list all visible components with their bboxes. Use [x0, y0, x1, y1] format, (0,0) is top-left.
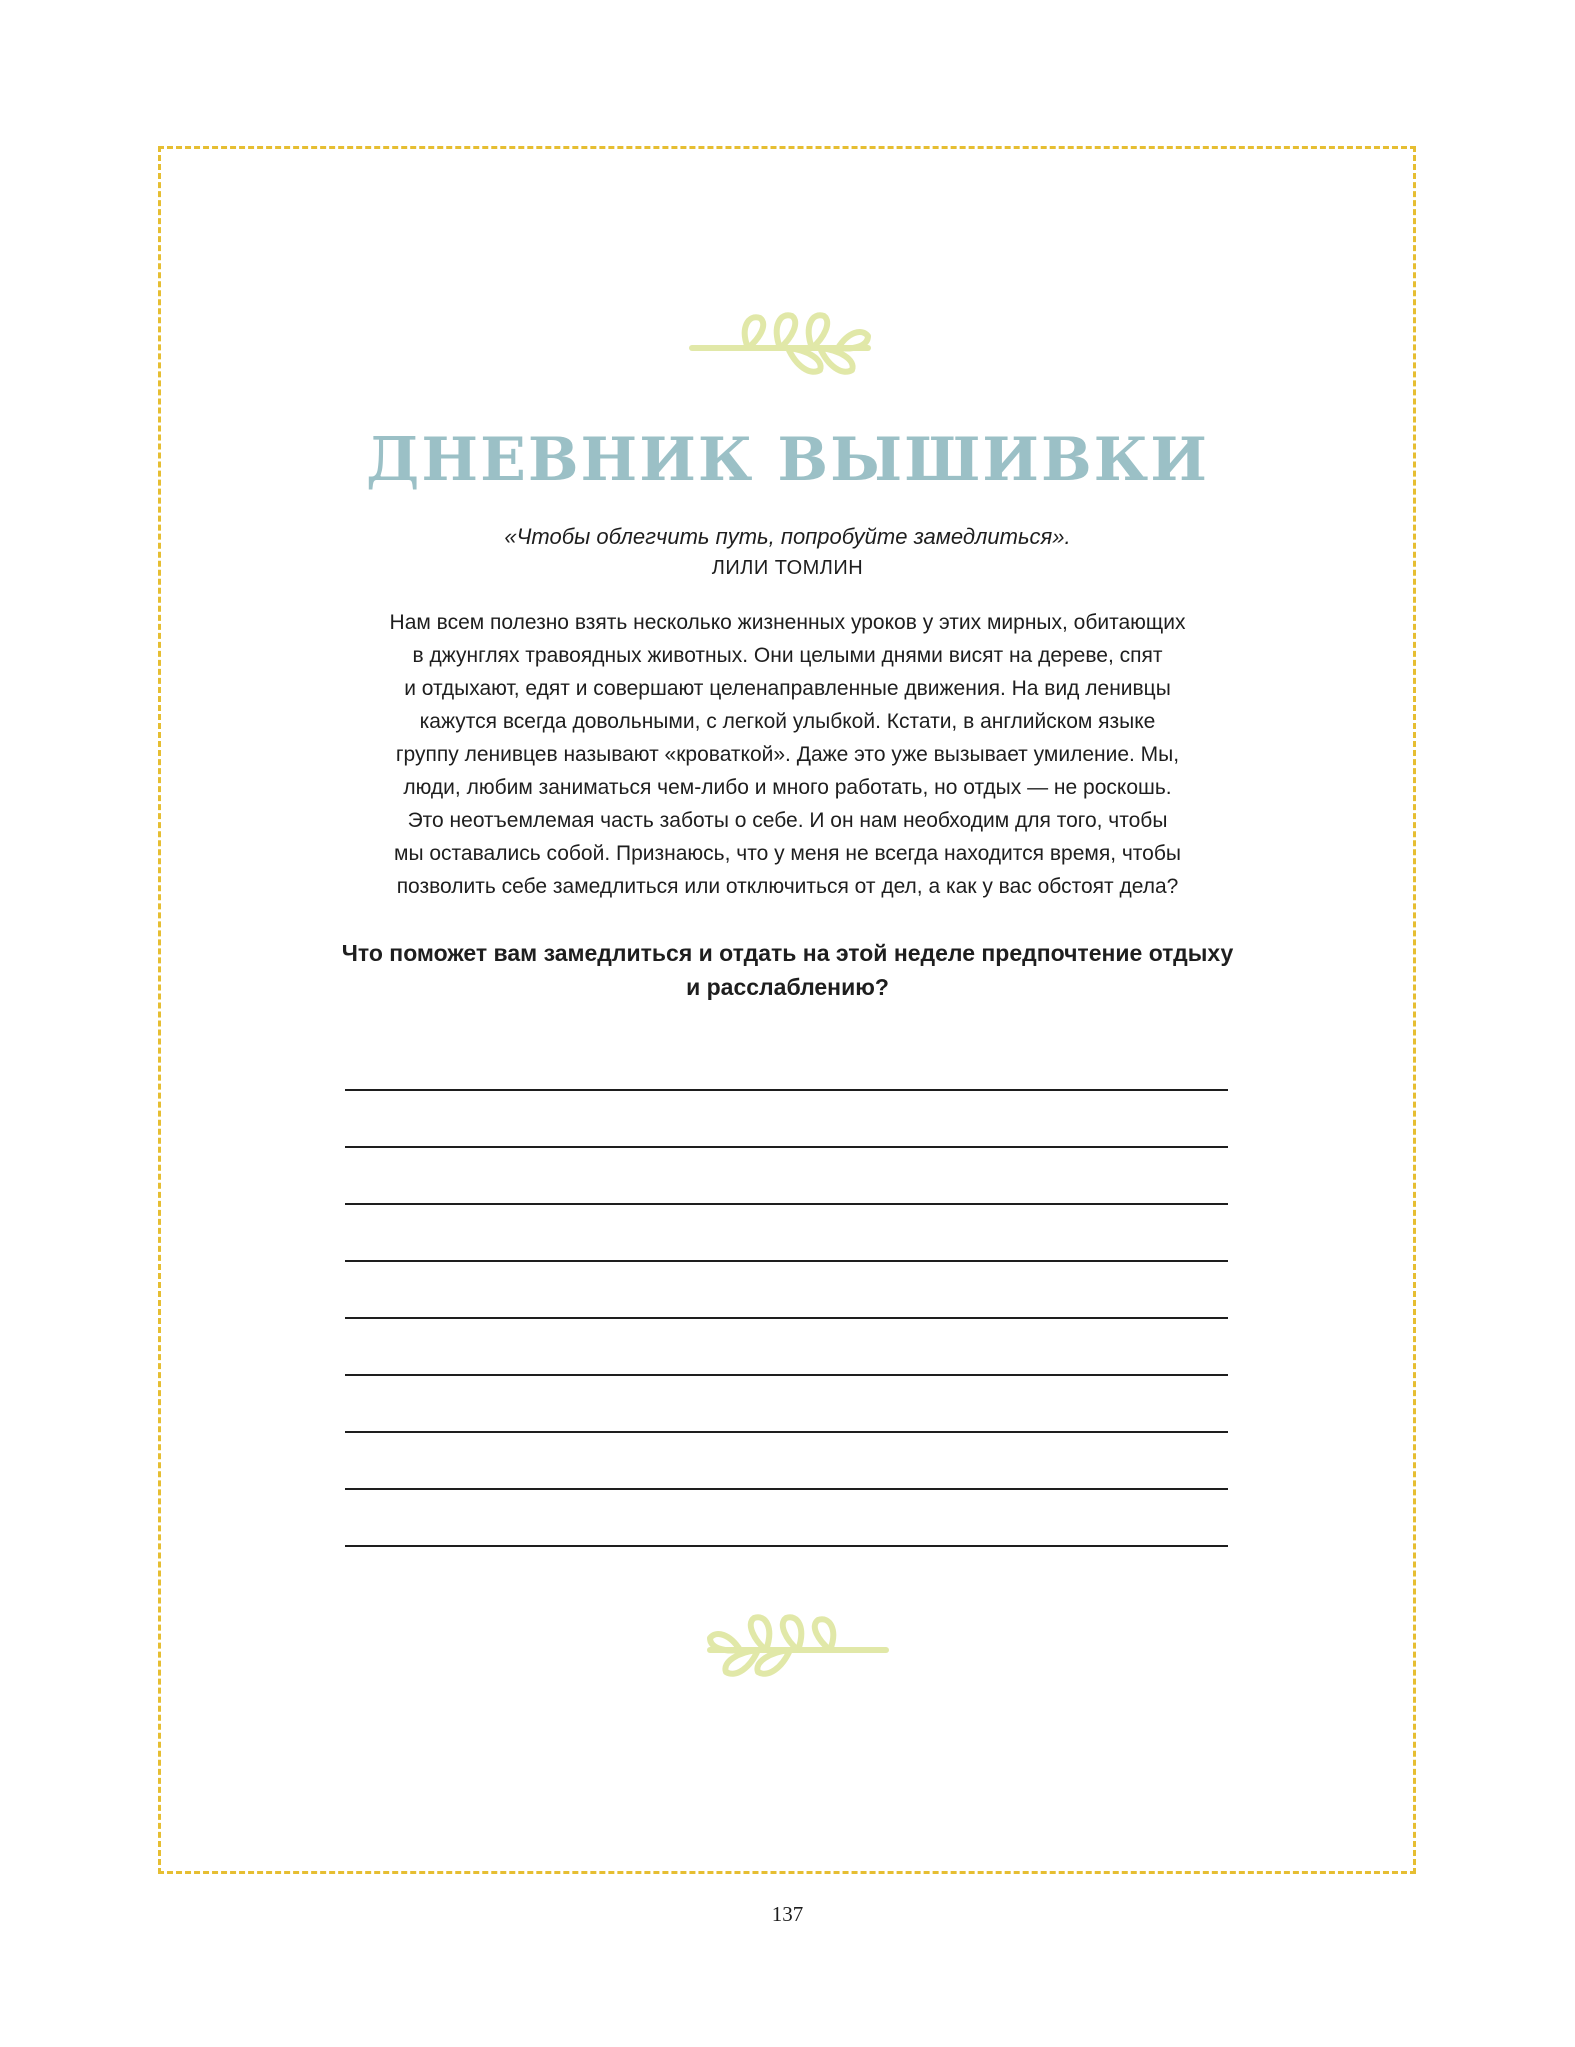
- writing-line[interactable]: [345, 1089, 1228, 1146]
- writing-line[interactable]: [345, 1431, 1228, 1488]
- body-line: позволить себе замедлиться или отключиться от дел, а как у вас обстоят дела?: [396, 875, 1179, 898]
- journal-question: [300, 936, 1275, 1004]
- body-line: люди, любим заниматься чем-либо и много работать, но отдых — не роскошь.: [403, 776, 1172, 799]
- writing-line[interactable]: [345, 1545, 1228, 1602]
- leaf-sprig-icon: [700, 1608, 890, 1688]
- body-line: Нам всем полезно взять несколько жизненных уроков у этих мирных, обитающих: [389, 611, 1186, 634]
- epigraph-author: ЛИЛИ ТОМЛИН: [711, 557, 864, 579]
- page-number: 137: [771, 1902, 804, 1926]
- writing-line[interactable]: [345, 1374, 1228, 1431]
- body-line: кажутся всегда довольными, с легкой улыбкой. Кстати, в английском языке: [419, 710, 1156, 733]
- writing-line[interactable]: [345, 1488, 1228, 1545]
- body-line: группу ленивцев называют «кроваткой». Даже это уже вызывает умиление. Мы,: [395, 743, 1180, 766]
- writing-line[interactable]: [345, 1203, 1228, 1260]
- body-line: и отдыхают, едят и совершают целенаправленные движения. На вид ленивцы: [404, 677, 1171, 700]
- writing-line[interactable]: [345, 1260, 1228, 1317]
- epigraph-quote: «Чтобы облегчить путь, попробуйте замедлиться».: [504, 524, 1071, 549]
- question-line: и расслаблению?: [686, 974, 889, 1000]
- writing-line[interactable]: [345, 1317, 1228, 1374]
- body-line: Это неотъемлемая часть заботы о себе. И он нам необходим для того, чтобы: [407, 809, 1168, 832]
- body-line: в джунглях травоядных животных. Они целыми днями висят на дереве, спят: [412, 644, 1163, 667]
- leaf-sprig-icon: [688, 306, 878, 386]
- body-line: мы оставались собой. Признаюсь, что у меня не всегда находится время, чтобы: [394, 842, 1181, 865]
- writing-line[interactable]: [345, 1146, 1228, 1203]
- body-paragraph: [325, 606, 1250, 903]
- writing-lines: [345, 1089, 1228, 1602]
- question-line: Что поможет вам замедлиться и отдать на этой неделе предпочтение отдыху: [341, 940, 1234, 966]
- page-title: ДНЕВНИК ВЫШИВКИ: [366, 425, 1209, 495]
